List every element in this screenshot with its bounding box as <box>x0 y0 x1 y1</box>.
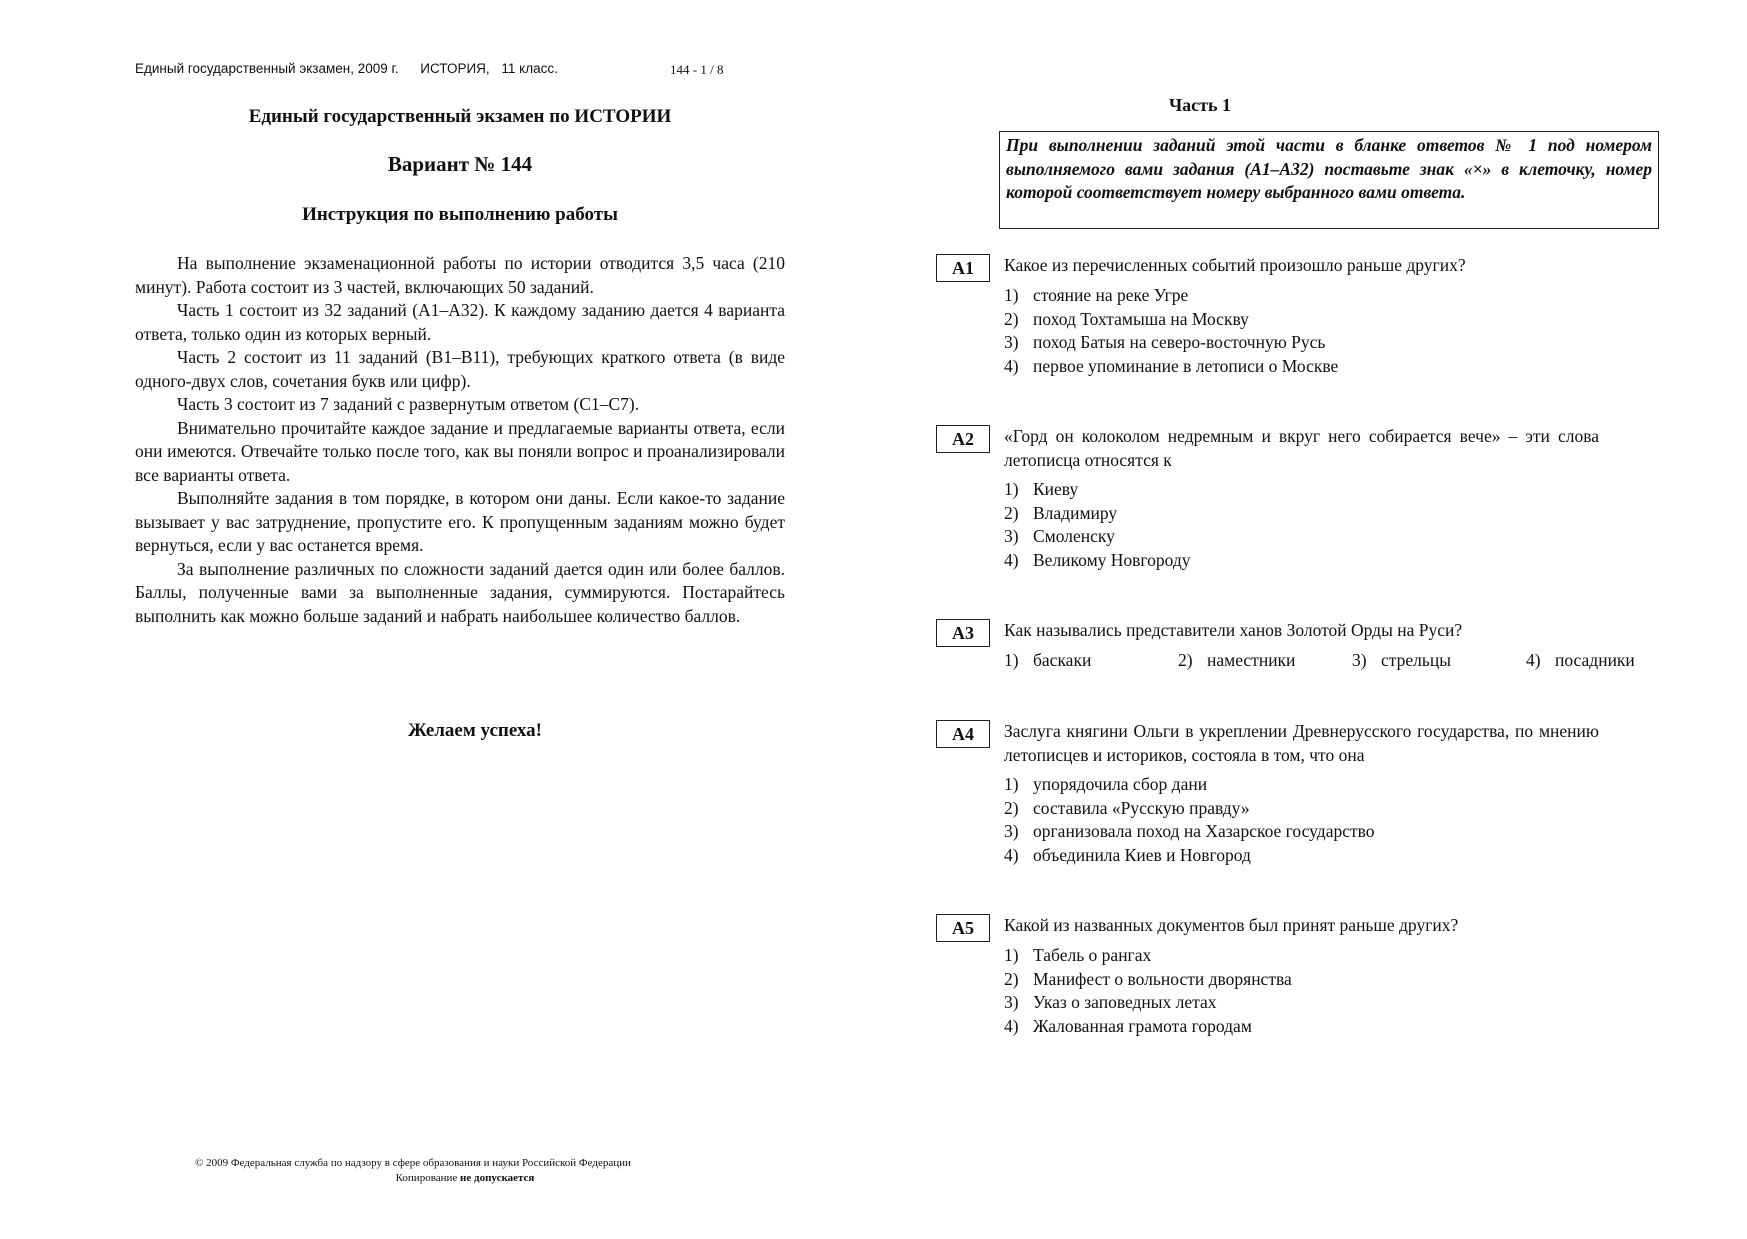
task-options <box>1004 284 1604 378</box>
answer-option: 1) упорядочила сбор дани <box>1004 774 1208 794</box>
answer-option: 4) объединила Киев и Новгород <box>1004 844 1251 865</box>
task-options <box>1004 478 1604 572</box>
task-question: Заслуга княгини Ольги в укреплении Древнерусского государства, по мнению летописцев и историков, состояла в том, что она <box>1004 721 1599 765</box>
task-options <box>1004 944 1604 1038</box>
header-grade: 11 класс. <box>501 61 558 76</box>
instructions-text <box>135 252 785 628</box>
wish-text: Желаем успеха! <box>408 720 542 741</box>
instruction-paragraph: Внимательно прочитайте каждое задание и предлагаемые варианты ответа, если они имеются. Отвечайте только после того, как вы поняли вопрос и проанализировали все варианты ответа. <box>135 417 785 485</box>
task-question: Какое из перечисленных событий произошло раньше других? <box>1004 255 1466 275</box>
copy-notice <box>195 1171 735 1186</box>
answer-option: 1) Киеву <box>1004 479 1079 499</box>
copy-notice-bold: не допускается <box>460 1172 535 1184</box>
instruction-paragraph: Часть 1 состоит из 32 заданий (А1–А32). К каждому заданию дается 4 варианта ответа, только один из которых верный. <box>135 300 785 344</box>
answer-option: 2) наместники <box>1178 650 1296 670</box>
answer-option: 1) баскаки <box>1004 650 1092 670</box>
task-options <box>1004 649 1635 673</box>
task-question: «Горд он колоколом недремным и вкруг него собирается вече» – эти слова летописца относятся к <box>1004 426 1599 470</box>
task-options <box>1004 773 1604 867</box>
instruction-paragraph: На выполнение экзаменационной работы по истории отводится 3,5 часа (210 минут). Работа состоит из 3 частей, включающих 50 заданий. <box>135 253 785 297</box>
answer-option: 3) стрельцы <box>1352 650 1451 670</box>
page-header <box>135 61 775 76</box>
instruction-paragraph: За выполнение различных по сложности заданий дается один или более баллов. Баллы, полученные вами за выполненные задания, суммируются. Постарайтесь выполнить как можно больше заданий и набрать наибольшее количество баллов. <box>135 558 785 626</box>
header-subject: ИСТОРИЯ, <box>420 61 490 76</box>
part-instructions-box: При выполнении заданий этой части в бланке ответов № 1 под номером выполняемого вами задания (А1–А32) поставьте знак «×» в клеточку, номер которой соответствует номеру выбранного вами ответа. <box>999 131 1659 229</box>
answer-option: 3) Смоленску <box>1004 526 1115 546</box>
task-number-badge: А3 <box>936 619 990 647</box>
instruction-paragraph: Выполняйте задания в том порядке, в котором они даны. Если какое-то задание вызывает у вас затруднение, пропустите его. К пропущенным заданиям можно будет вернуться, если у вас останется время. <box>135 488 785 555</box>
task-question: Какой из названных документов был принят раньше других? <box>1004 915 1459 935</box>
answer-option: 4) первое упоминание в летописи о Москве <box>1004 355 1339 376</box>
answer-option: 4) посадники <box>1526 650 1635 670</box>
instructions-title: Инструкция по выполнению работы <box>302 204 618 225</box>
answer-option: 1) стояние на реке Угре <box>1004 285 1189 305</box>
instruction-paragraph: Часть 3 состоит из 7 заданий с развернутым ответом (С1–С7). <box>177 394 640 414</box>
instruction-paragraph: Часть 2 состоит из 11 заданий (В1–В11), требующих краткого ответа (в виде одного-двух слов, сочетания букв или цифр). <box>135 347 785 391</box>
answer-option: 3) поход Батыя на северо-восточную Русь <box>1004 332 1326 352</box>
copy-notice-prefix: Копирование <box>395 1172 458 1184</box>
exam-title: Единый государственный экзамен по ИСТОРИИ <box>248 106 672 127</box>
answer-option: 2) поход Тохтамыша на Москву <box>1004 308 1249 329</box>
header-page-number: 144 - 1 / 8 <box>670 62 724 77</box>
answer-option: 4) Великому Новгороду <box>1004 549 1191 570</box>
task-number-badge: А1 <box>936 254 990 282</box>
header-exam: Единый государственный экзамен, 2009 г. <box>135 61 399 76</box>
answer-option: 1) Табель о рангах <box>1004 945 1152 965</box>
answer-option: 2) Манифест о вольности дворянства <box>1004 968 1292 989</box>
copyright-line: © 2009 Федеральная служба по надзору в сфере образования и науки Российской Федерации <box>195 1157 631 1169</box>
answer-option: 3) Указ о заповедных летах <box>1004 992 1217 1012</box>
task-number-badge: А2 <box>936 425 990 453</box>
variant-title: Вариант № 144 <box>387 152 533 176</box>
task-number-badge: А5 <box>936 914 990 942</box>
task-number-badge: А4 <box>936 720 990 748</box>
answer-option: 4) Жалованная грамота городам <box>1004 1015 1252 1036</box>
answer-option: 2) Владимиру <box>1004 502 1118 523</box>
answer-option: 2) составила «Русскую правду» <box>1004 797 1250 818</box>
part-title: Часть 1 <box>1168 95 1232 115</box>
copyright-footer <box>195 1156 735 1186</box>
task-question: Как назывались представители ханов Золотой Орды на Руси? <box>1004 620 1463 640</box>
answer-option: 3) организовала поход на Хазарское государство <box>1004 821 1375 841</box>
